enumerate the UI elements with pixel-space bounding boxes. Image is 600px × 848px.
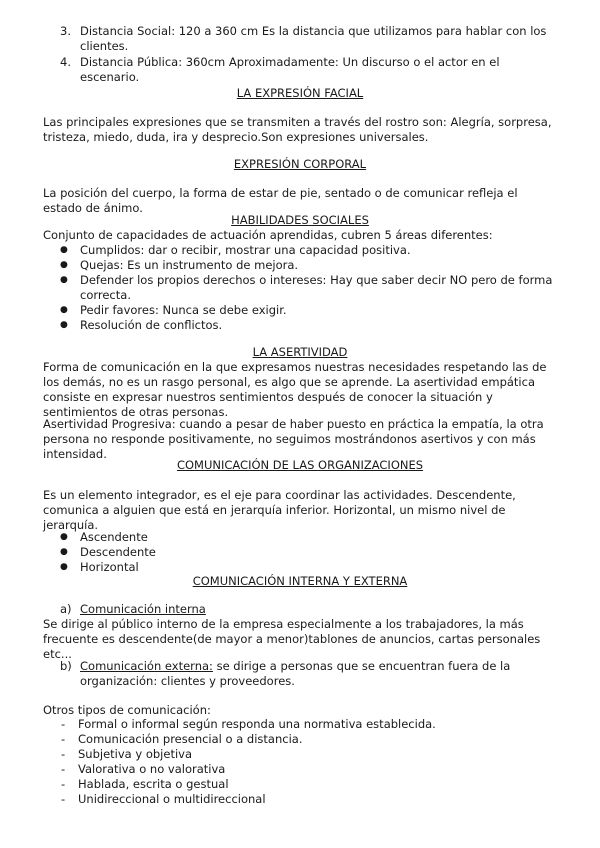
organizaciones-heading: COMUNICACIÓN DE LAS ORGANIZACIONES — [176, 458, 424, 472]
list-item-text: Subjetiva y objetiva — [78, 747, 192, 761]
list-item — [43, 243, 558, 258]
sociales-heading: HABILIDADES SOCIALES — [231, 213, 369, 227]
dash-marker: - — [61, 747, 66, 761]
facial-heading: LA EXPRESIÓN FACIAL — [236, 86, 364, 100]
list-item-text: Cumplidos: dar o recibir, mostrar una capacidad positiva. — [80, 243, 411, 257]
list-number: 3. — [60, 24, 71, 38]
list-item-text: Hablada, escrita o gestual — [78, 777, 229, 791]
list-item — [43, 792, 558, 807]
list-item — [43, 717, 558, 732]
interna-title: Comunicación interna — [80, 602, 206, 616]
asertividad-heading: LA ASERTIVIDAD — [252, 345, 348, 359]
bullet-icon: ● — [60, 532, 68, 542]
otros-list — [43, 717, 558, 807]
bullet-icon: ● — [60, 260, 68, 270]
dash-marker: - — [61, 792, 66, 806]
bullet-icon: ● — [60, 320, 68, 330]
bullet-icon: ● — [60, 245, 68, 255]
list-item-text: Ascendente — [80, 530, 148, 544]
list-item-text: Distancia Pública: 360cm Aproximadamente: Un discurso o el actor en el escenario. — [80, 55, 500, 84]
sociales-intro: Conjunto de capacidades de actuación aprendidas, cubren 5 áreas diferentes: — [43, 228, 493, 242]
list-item-text: Unidireccional o multidireccional — [78, 792, 266, 806]
list-item-text: Descendente — [80, 545, 156, 559]
list-item — [43, 530, 558, 545]
dash-marker: - — [61, 732, 66, 746]
externa-paragraph: se dirige a personas que se encuentran fuera de la organización: clientes y proveedores. — [80, 659, 511, 688]
dash-marker: - — [61, 762, 66, 776]
list-item — [43, 24, 558, 54]
organizaciones-list — [43, 530, 558, 575]
list-item-text: Pedir favores: Nunca se debe exigir. — [80, 303, 287, 317]
list-item-text: Distancia Social: 120 a 360 cm Es la distancia que utilizamos para hablar con los clientes. — [80, 24, 547, 53]
list-item — [43, 258, 558, 273]
list-item — [43, 777, 558, 792]
list-item — [43, 318, 558, 333]
list-item-text: Quejas: Es un instrumento de mejora. — [80, 258, 299, 272]
bullet-icon: ● — [60, 275, 68, 285]
list-item-text: Resolución de conflictos. — [80, 318, 223, 332]
asertividad-paragraph: Forma de comunicación en la que expresamos nuestras necesidades respetando las de los demás, no es un rasgo personal, es algo que se aprende. La asertividad empática consiste en expresar nuestros sentimientos después de conocer la situación y sentimientos de otras personas. — [43, 360, 547, 419]
externa-title: Comunicación externa: — [80, 659, 213, 673]
sociales-list — [43, 243, 558, 333]
list-item — [43, 55, 558, 85]
corporal-heading: EXPRESIÓN CORPORAL — [233, 157, 367, 171]
item-letter: a) — [60, 602, 72, 616]
list-item — [43, 762, 558, 777]
item-letter: b) — [60, 659, 72, 673]
list-item — [43, 303, 558, 318]
list-item-text: Formal o informal según responda una normativa establecida. — [78, 717, 436, 731]
dash-marker: - — [61, 777, 66, 791]
facial-paragraph: Las principales expresiones que se transmiten a través del rostro son: Alegría, sorpresa, tristeza, miedo, duda, ira y desprecio.Son expresiones universales. — [43, 115, 552, 144]
corporal-paragraph: La posición del cuerpo, la forma de estar de pie, sentado o de comunicar refleja el estado de ánimo. — [43, 186, 518, 215]
list-item — [43, 273, 558, 303]
list-item-text: Horizontal — [80, 560, 139, 574]
externa-item — [43, 659, 558, 689]
bullet-icon: ● — [60, 562, 68, 572]
organizaciones-paragraph: Es un elemento integrador, es el eje para coordinar las actividades. Descendente, comunica a alguien que está en jerarquía inferior. Horizontal, un mismo nivel de jerarquía. — [43, 488, 516, 532]
proxemics-list — [43, 24, 558, 85]
otros-heading: Otros tipos de comunicación: — [43, 703, 211, 717]
interna-externa-heading: COMUNICACIÓN INTERNA Y EXTERNA — [192, 574, 408, 588]
list-item-text: Comunicación presencial o a distancia. — [78, 732, 303, 746]
interna-paragraph: Se dirige al público interno de la empresa especialmente a los trabajadores, la más frecuente es descendente(de mayor a menor)tablones de anuncios, cartas personales etc... — [43, 617, 541, 661]
list-item — [43, 545, 558, 560]
list-item-text: Defender los propios derechos o intereses: Hay que saber decir NO pero de forma correcta. — [80, 273, 553, 302]
bullet-icon: ● — [60, 305, 68, 315]
list-item — [43, 732, 558, 747]
asertividad-progresiva: Asertividad Progresiva: cuando a pesar de haber puesto en práctica la empatía, la otra persona no responde positivamente, no seguimos mostrándonos asertivos y con más intensidad. — [43, 417, 544, 461]
list-item — [43, 747, 558, 762]
bullet-icon: ● — [60, 547, 68, 557]
list-item-text: Valorativa o no valorativa — [78, 762, 226, 776]
list-number: 4. — [60, 55, 71, 69]
list-item — [43, 560, 558, 575]
dash-marker: - — [61, 717, 66, 731]
interna-item — [43, 602, 558, 662]
